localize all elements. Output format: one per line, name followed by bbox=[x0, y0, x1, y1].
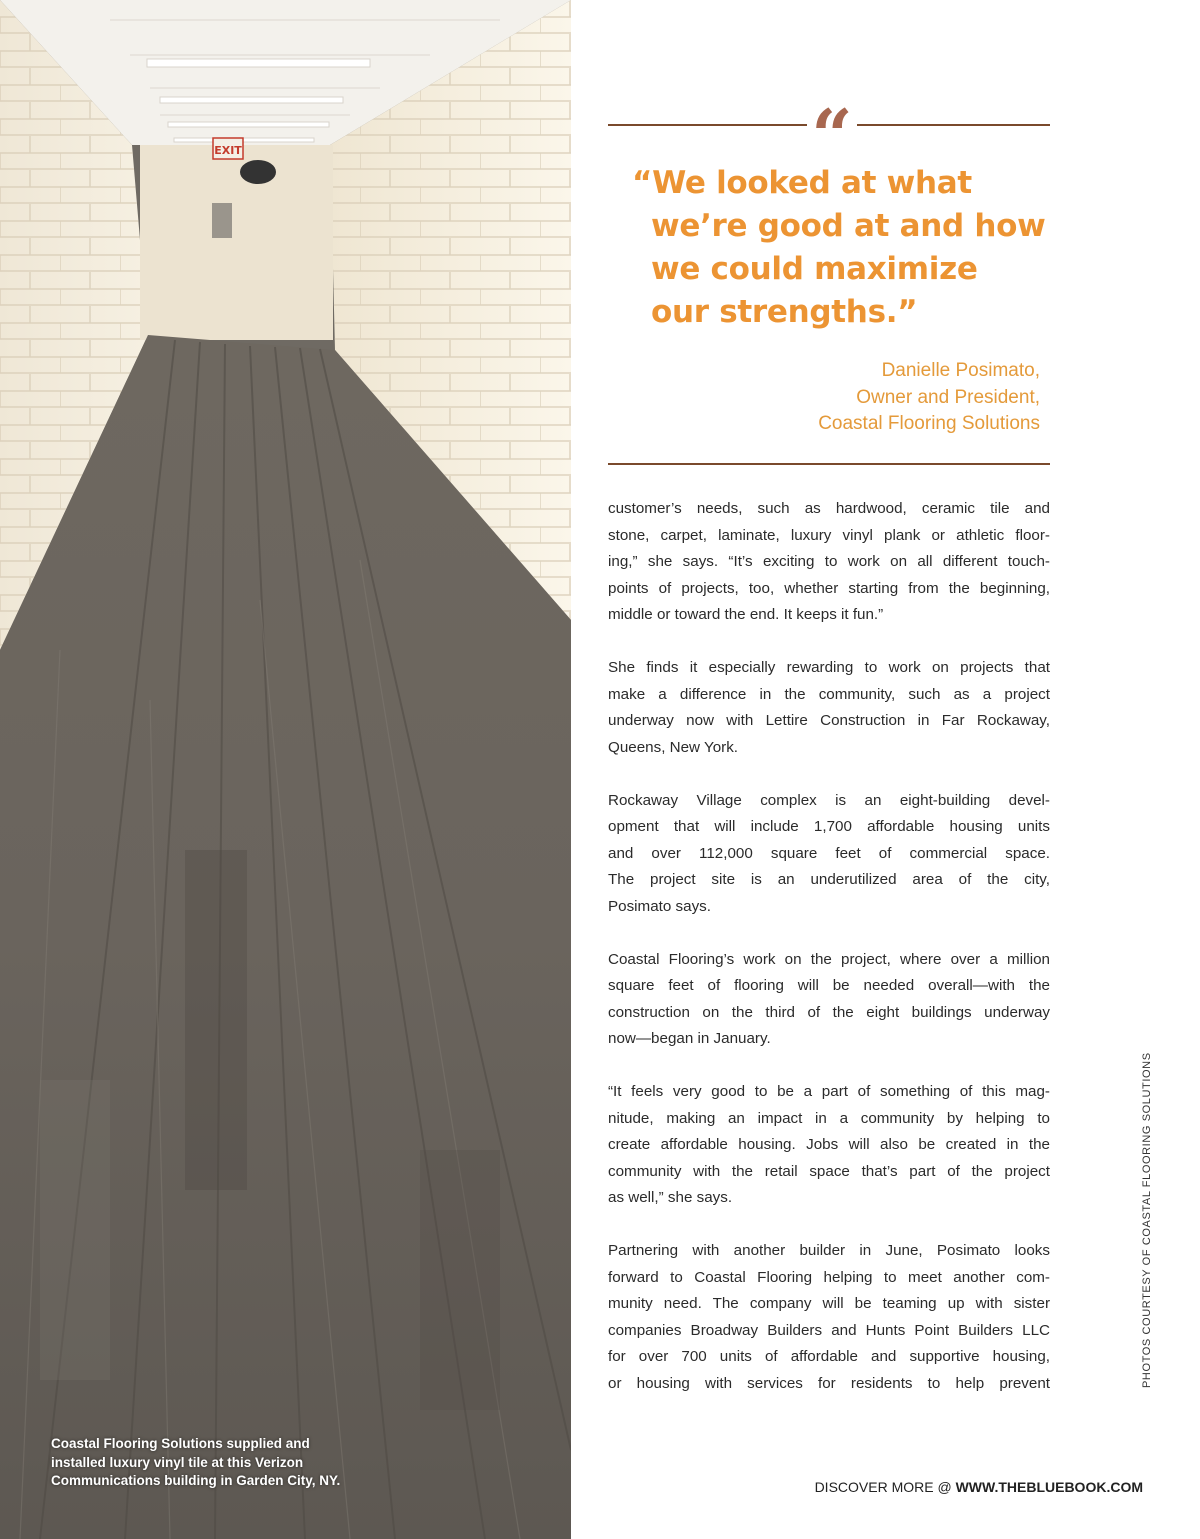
quote-bottom-rule bbox=[608, 463, 1050, 465]
body-line: underway now with Lettire Construction in Far Rockaway, bbox=[608, 712, 1050, 729]
footer bbox=[815, 1479, 1143, 1495]
body-line: or housing with services for residents to help prevent bbox=[608, 1374, 1050, 1392]
pull-quote-line: we could maximize bbox=[651, 251, 978, 287]
body-line: nitude, making an impact in a community by helping to bbox=[608, 1109, 1050, 1127]
body-line: and over 112,000 square feet of commercial space. bbox=[608, 844, 1050, 862]
article-body bbox=[608, 496, 1050, 1424]
body-line: opment that will include 1,700 affordable housing units bbox=[608, 818, 1050, 835]
body-line: The project site is an underutilized area of the city, bbox=[608, 871, 1050, 888]
paragraph bbox=[608, 1079, 1050, 1212]
body-line: make a difference in the community, such as a project bbox=[608, 685, 1050, 703]
body-line: Posimato says. bbox=[608, 897, 711, 915]
body-line: stone, carpet, laminate, luxury vinyl plank or athletic floor- bbox=[608, 526, 1050, 544]
paragraph bbox=[608, 1238, 1050, 1397]
caption-line: Coastal Flooring Solutions supplied and bbox=[51, 1436, 310, 1451]
quote-mark-icon: “ bbox=[807, 100, 857, 152]
body-line: middle or toward the end. It keeps it fun.” bbox=[608, 606, 884, 623]
body-line: for over 700 units of affordable and supportive housing, bbox=[608, 1348, 1050, 1365]
attribution-line: Owner and President, bbox=[856, 386, 1040, 408]
paragraph bbox=[608, 788, 1050, 921]
caption-line: Communications building in Garden City, NY. bbox=[51, 1473, 341, 1488]
body-line: construction on the third of the eight buildings underway bbox=[608, 1003, 1050, 1021]
body-line: Partnering with another builder in June, Posimato looks bbox=[608, 1242, 1050, 1259]
exit-sign-text: EXIT bbox=[214, 144, 242, 157]
body-line: munity need. The company will be teaming up with sister bbox=[608, 1295, 1050, 1312]
pull-quote bbox=[632, 162, 1062, 334]
quote-attribution bbox=[818, 358, 1040, 438]
body-line: Rockaway Village complex is an eight-building devel- bbox=[608, 791, 1050, 809]
hallway-photo bbox=[0, 0, 571, 1539]
footer-prefix: DISCOVER MORE @ bbox=[814, 1479, 956, 1495]
body-line: community with the retail space that’s part of the project bbox=[608, 1162, 1050, 1180]
footer-link[interactable]: WWW.THEBLUEBOOK.COM bbox=[955, 1479, 1143, 1495]
paragraph bbox=[608, 655, 1050, 761]
paragraph bbox=[608, 496, 1050, 629]
pull-quote-line: we’re good at and how bbox=[651, 208, 1046, 244]
pull-quote-line: our strengths.” bbox=[651, 294, 918, 330]
body-line: companies Broadway Builders and Hunts Point Builders LLC bbox=[608, 1321, 1050, 1339]
body-line: create affordable housing. Jobs will also be created in the bbox=[608, 1136, 1050, 1153]
paragraph bbox=[608, 947, 1050, 1053]
body-line: forward to Coastal Flooring helping to meet another com- bbox=[608, 1268, 1050, 1286]
body-line: points of projects, too, whether starting from the beginning, bbox=[608, 579, 1050, 597]
body-line: ing,” she says. “It’s exciting to work on all different touch- bbox=[608, 553, 1050, 570]
body-line: She finds it especially rewarding to work on projects that bbox=[608, 659, 1050, 676]
body-line: “It feels very good to be a part of something of this mag- bbox=[608, 1083, 1050, 1100]
caption-line: installed luxury vinyl tile at this Verizon bbox=[51, 1454, 304, 1470]
body-line: square feet of flooring will be needed overall—with the bbox=[608, 977, 1050, 994]
body-line: Queens, New York. bbox=[608, 738, 739, 756]
attribution-line: Danielle Posimato, bbox=[881, 360, 1040, 381]
body-line: customer’s needs, such as hardwood, ceramic tile and bbox=[608, 500, 1050, 517]
attribution-line: Coastal Flooring Solutions bbox=[818, 413, 1040, 434]
body-line: Coastal Flooring’s work on the project, where over a million bbox=[608, 950, 1050, 968]
body-line: as well,” she says. bbox=[608, 1189, 733, 1206]
photo-caption bbox=[51, 1435, 381, 1491]
pull-quote-line: “We looked at what bbox=[632, 165, 972, 201]
hallway-illustration bbox=[0, 0, 571, 1539]
photo-credit: PHOTOS COURTESY OF COASTAL FLOORING SOLUTIONS bbox=[1141, 1052, 1153, 1388]
body-line: now—began in January. bbox=[608, 1030, 771, 1047]
